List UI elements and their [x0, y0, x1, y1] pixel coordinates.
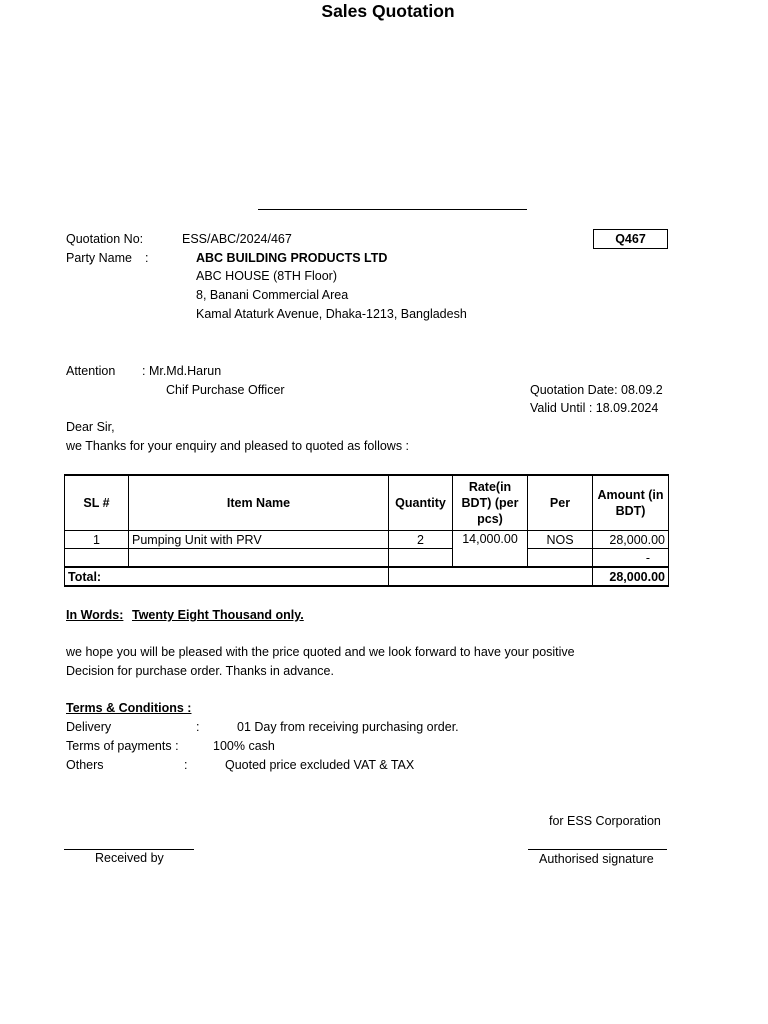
- others-colon: :: [184, 758, 188, 772]
- cell-sl: 1: [65, 531, 129, 549]
- header-rate: Rate(in BDT) (per pcs): [453, 475, 528, 531]
- header-per: Per: [528, 475, 593, 531]
- table-header-row: [65, 475, 669, 531]
- total-empty-cell: [453, 567, 593, 586]
- quotation-no-value: ESS/ABC/2024/467: [182, 232, 292, 246]
- cell-amount: 28,000.00: [593, 531, 669, 549]
- quotation-code-box: Q467: [593, 229, 668, 249]
- cell-amount: -: [593, 549, 669, 568]
- cell-quantity: 2: [389, 531, 453, 549]
- company-signoff: for ESS Corporation: [549, 814, 661, 828]
- total-amount: 28,000.00: [593, 567, 669, 586]
- title-underline: [258, 209, 527, 210]
- others-value: Quoted price excluded VAT & TAX: [225, 758, 415, 772]
- total-label: Total:: [65, 567, 389, 586]
- quotation-no-label: Quotation No:: [66, 232, 144, 246]
- received-by-label: Received by: [95, 851, 164, 865]
- authorised-signature-label: Authorised signature: [539, 852, 654, 866]
- cell-item-name: [129, 549, 389, 568]
- items-table: [64, 474, 669, 587]
- attention-value: : Mr.Md.Harun: [142, 364, 222, 378]
- in-words-label: In Words:: [66, 608, 124, 622]
- delivery-label: Delivery: [66, 720, 112, 734]
- cell-sl: [65, 549, 129, 568]
- party-name-colon: :: [145, 251, 149, 265]
- others-label: Others: [66, 758, 104, 772]
- terms-heading: Terms & Conditions :: [66, 701, 192, 715]
- in-words-value: Twenty Eight Thousand only.: [132, 608, 304, 622]
- table-row: [65, 531, 669, 549]
- cell-per: NOS: [528, 531, 593, 549]
- party-address-line: ABC HOUSE (8TH Floor): [196, 269, 337, 283]
- payment-value: 100% cash: [213, 739, 275, 753]
- cell-item-name: Pumping Unit with PRV: [129, 531, 389, 549]
- party-address-line: Kamal Ataturk Avenue, Dhaka-1213, Bangladesh: [196, 307, 467, 321]
- attention-label: Attention: [66, 364, 116, 378]
- closing-line: Decision for purchase order. Thanks in advance.: [66, 664, 334, 678]
- intro-text: we Thanks for your enquiry and pleased to quoted as follows :: [66, 439, 410, 453]
- authorised-signature-line: [528, 849, 667, 850]
- document-title: Sales Quotation: [321, 1, 455, 21]
- header-quantity: Quantity: [389, 475, 453, 531]
- party-name-label: Party Name: [66, 251, 132, 265]
- attention-title: Chif Purchase Officer: [166, 383, 285, 397]
- header-item-name: Item Name: [129, 475, 389, 531]
- delivery-colon: :: [196, 720, 200, 734]
- table-row: [65, 549, 669, 568]
- cell-rate: 14,000.00: [453, 531, 528, 568]
- header-sl: SL #: [65, 475, 129, 531]
- party-address-line: 8, Banani Commercial Area: [196, 288, 349, 302]
- cell-quantity: [389, 549, 453, 568]
- delivery-value: 01 Day from receiving purchasing order.: [237, 720, 459, 734]
- salutation: Dear Sir,: [66, 420, 115, 434]
- cell-per: [528, 549, 593, 568]
- total-empty-cell: [389, 567, 453, 586]
- header-amount: Amount (in BDT): [593, 475, 669, 531]
- valid-until: Valid Until : 18.09.2024: [530, 401, 659, 415]
- closing-line: we hope you will be pleased with the price quoted and we look forward to have your positive: [66, 645, 575, 659]
- table-total-row: [65, 567, 669, 586]
- payment-label: Terms of payments :: [66, 739, 179, 753]
- party-name-value: ABC BUILDING PRODUCTS LTD: [196, 251, 388, 265]
- quotation-date: Quotation Date: 08.09.2: [530, 383, 663, 397]
